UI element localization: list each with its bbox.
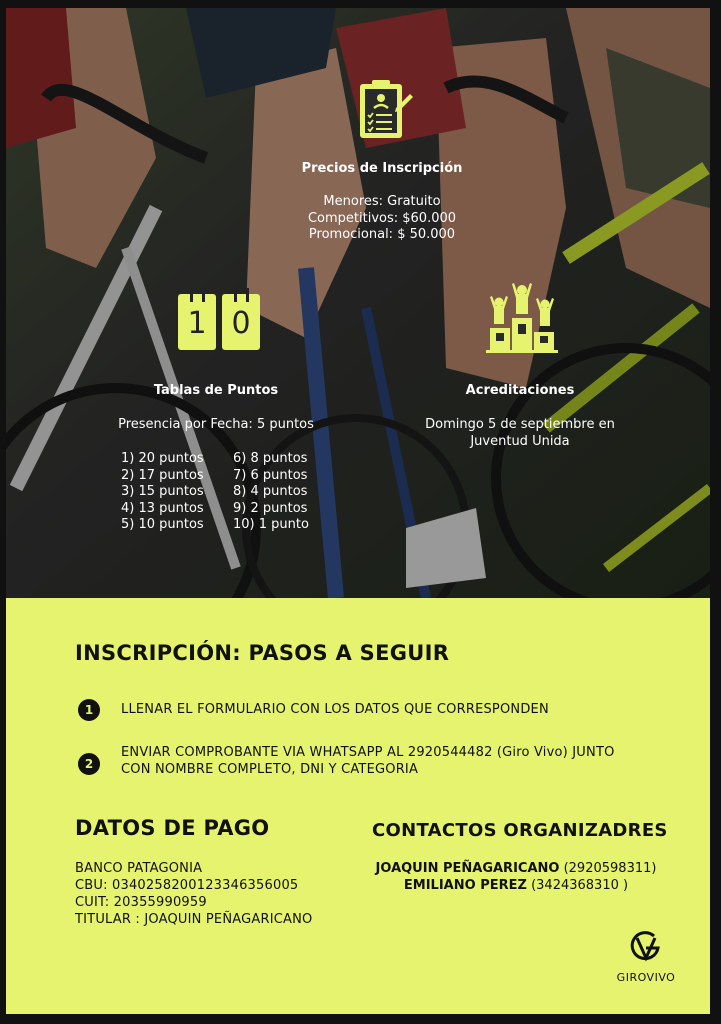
step-text — [121, 745, 691, 778]
pricing-lines — [262, 194, 502, 244]
accreditation-title: Acreditaciones — [465, 383, 575, 398]
accreditation-line: Domingo 5 de septiembre en — [425, 417, 615, 432]
step-line: LLENAR EL FORMULARIO CON LOS DATOS QUE CORRESPONDEN — [121, 702, 549, 717]
points-right-column — [233, 451, 323, 534]
contact-phone: (3424368310 ) — [531, 878, 629, 893]
brand-name: GIROVIVO — [616, 971, 676, 984]
payment-details — [75, 860, 365, 928]
payment-line: BANCO PATAGONIA — [75, 861, 203, 876]
contacts-heading: CONTACTOS ORGANIZADRES — [372, 820, 668, 841]
points-title: Tablas de Puntos — [153, 383, 279, 398]
points-row: 8) 4 puntos — [233, 484, 308, 499]
contacts-list — [356, 860, 676, 894]
signup-heading: INSCRIPCIÓN: PASOS A SEGUIR — [75, 641, 450, 665]
step-line: CON NOMBRE COMPLETO, DNI Y CATEGORIA — [121, 761, 419, 777]
calendar-digit: 0 — [231, 306, 251, 341]
info-section — [6, 598, 710, 1014]
points-row: 2) 17 puntos — [121, 467, 204, 483]
contact-name: JOAQUIN PEÑAGARICANO — [375, 861, 560, 876]
points-row: 10) 1 punto — [233, 517, 309, 532]
points-row: 4) 13 puntos — [121, 500, 204, 516]
points-row: 6) 8 puntos — [233, 451, 308, 466]
contact-row — [356, 860, 676, 877]
step-text — [121, 702, 681, 719]
hero-section — [6, 8, 710, 598]
accreditation-line: Juventud Unida — [470, 433, 570, 449]
step-line: ENVIAR COMPROBANTE VIA WHATSAPP AL 2920544482 (Giro Vivo) JUNTO — [121, 745, 615, 760]
clipboard-checklist-icon — [356, 78, 414, 142]
poster — [6, 8, 710, 1014]
points-row: 3) 15 puntos — [121, 484, 204, 499]
contact-phone: (2920598311) — [563, 861, 657, 876]
pricing-line: Menores: Gratuito — [323, 194, 441, 209]
points-row: 5) 10 puntos — [121, 517, 204, 532]
pricing-line: Competitivos: $60.000 — [307, 210, 457, 226]
points-presence: Presencia por Fecha: 5 puntos — [118, 417, 314, 432]
step-number-badge: 2 — [78, 753, 100, 775]
accreditation-lines — [400, 417, 640, 450]
podium-winners-icon — [484, 280, 560, 356]
points-row: 1) 20 puntos — [121, 451, 204, 466]
step-number-badge: 1 — [78, 699, 100, 721]
girovivo-logo-icon — [628, 928, 664, 962]
points-row: 9) 2 puntos — [233, 500, 308, 516]
pricing-line: Promocional: $ 50.000 — [308, 227, 456, 242]
contact-row — [356, 877, 676, 894]
pricing-title: Precios de Inscripción — [301, 161, 463, 176]
calendar-digit: 1 — [187, 306, 207, 341]
points-row: 7) 6 puntos — [233, 467, 308, 483]
contact-name: EMILIANO PEREZ — [403, 878, 527, 893]
payment-line: CBU: 0340258200123346356005 — [75, 878, 299, 893]
payment-line: CUIT: 20355990959 — [75, 895, 207, 910]
calendar-icon — [178, 288, 262, 352]
payment-heading: DATOS DE PAGO — [75, 816, 270, 840]
points-left-column — [121, 451, 216, 534]
payment-line: TITULAR : JOAQUIN PEÑAGARICANO — [75, 912, 313, 927]
